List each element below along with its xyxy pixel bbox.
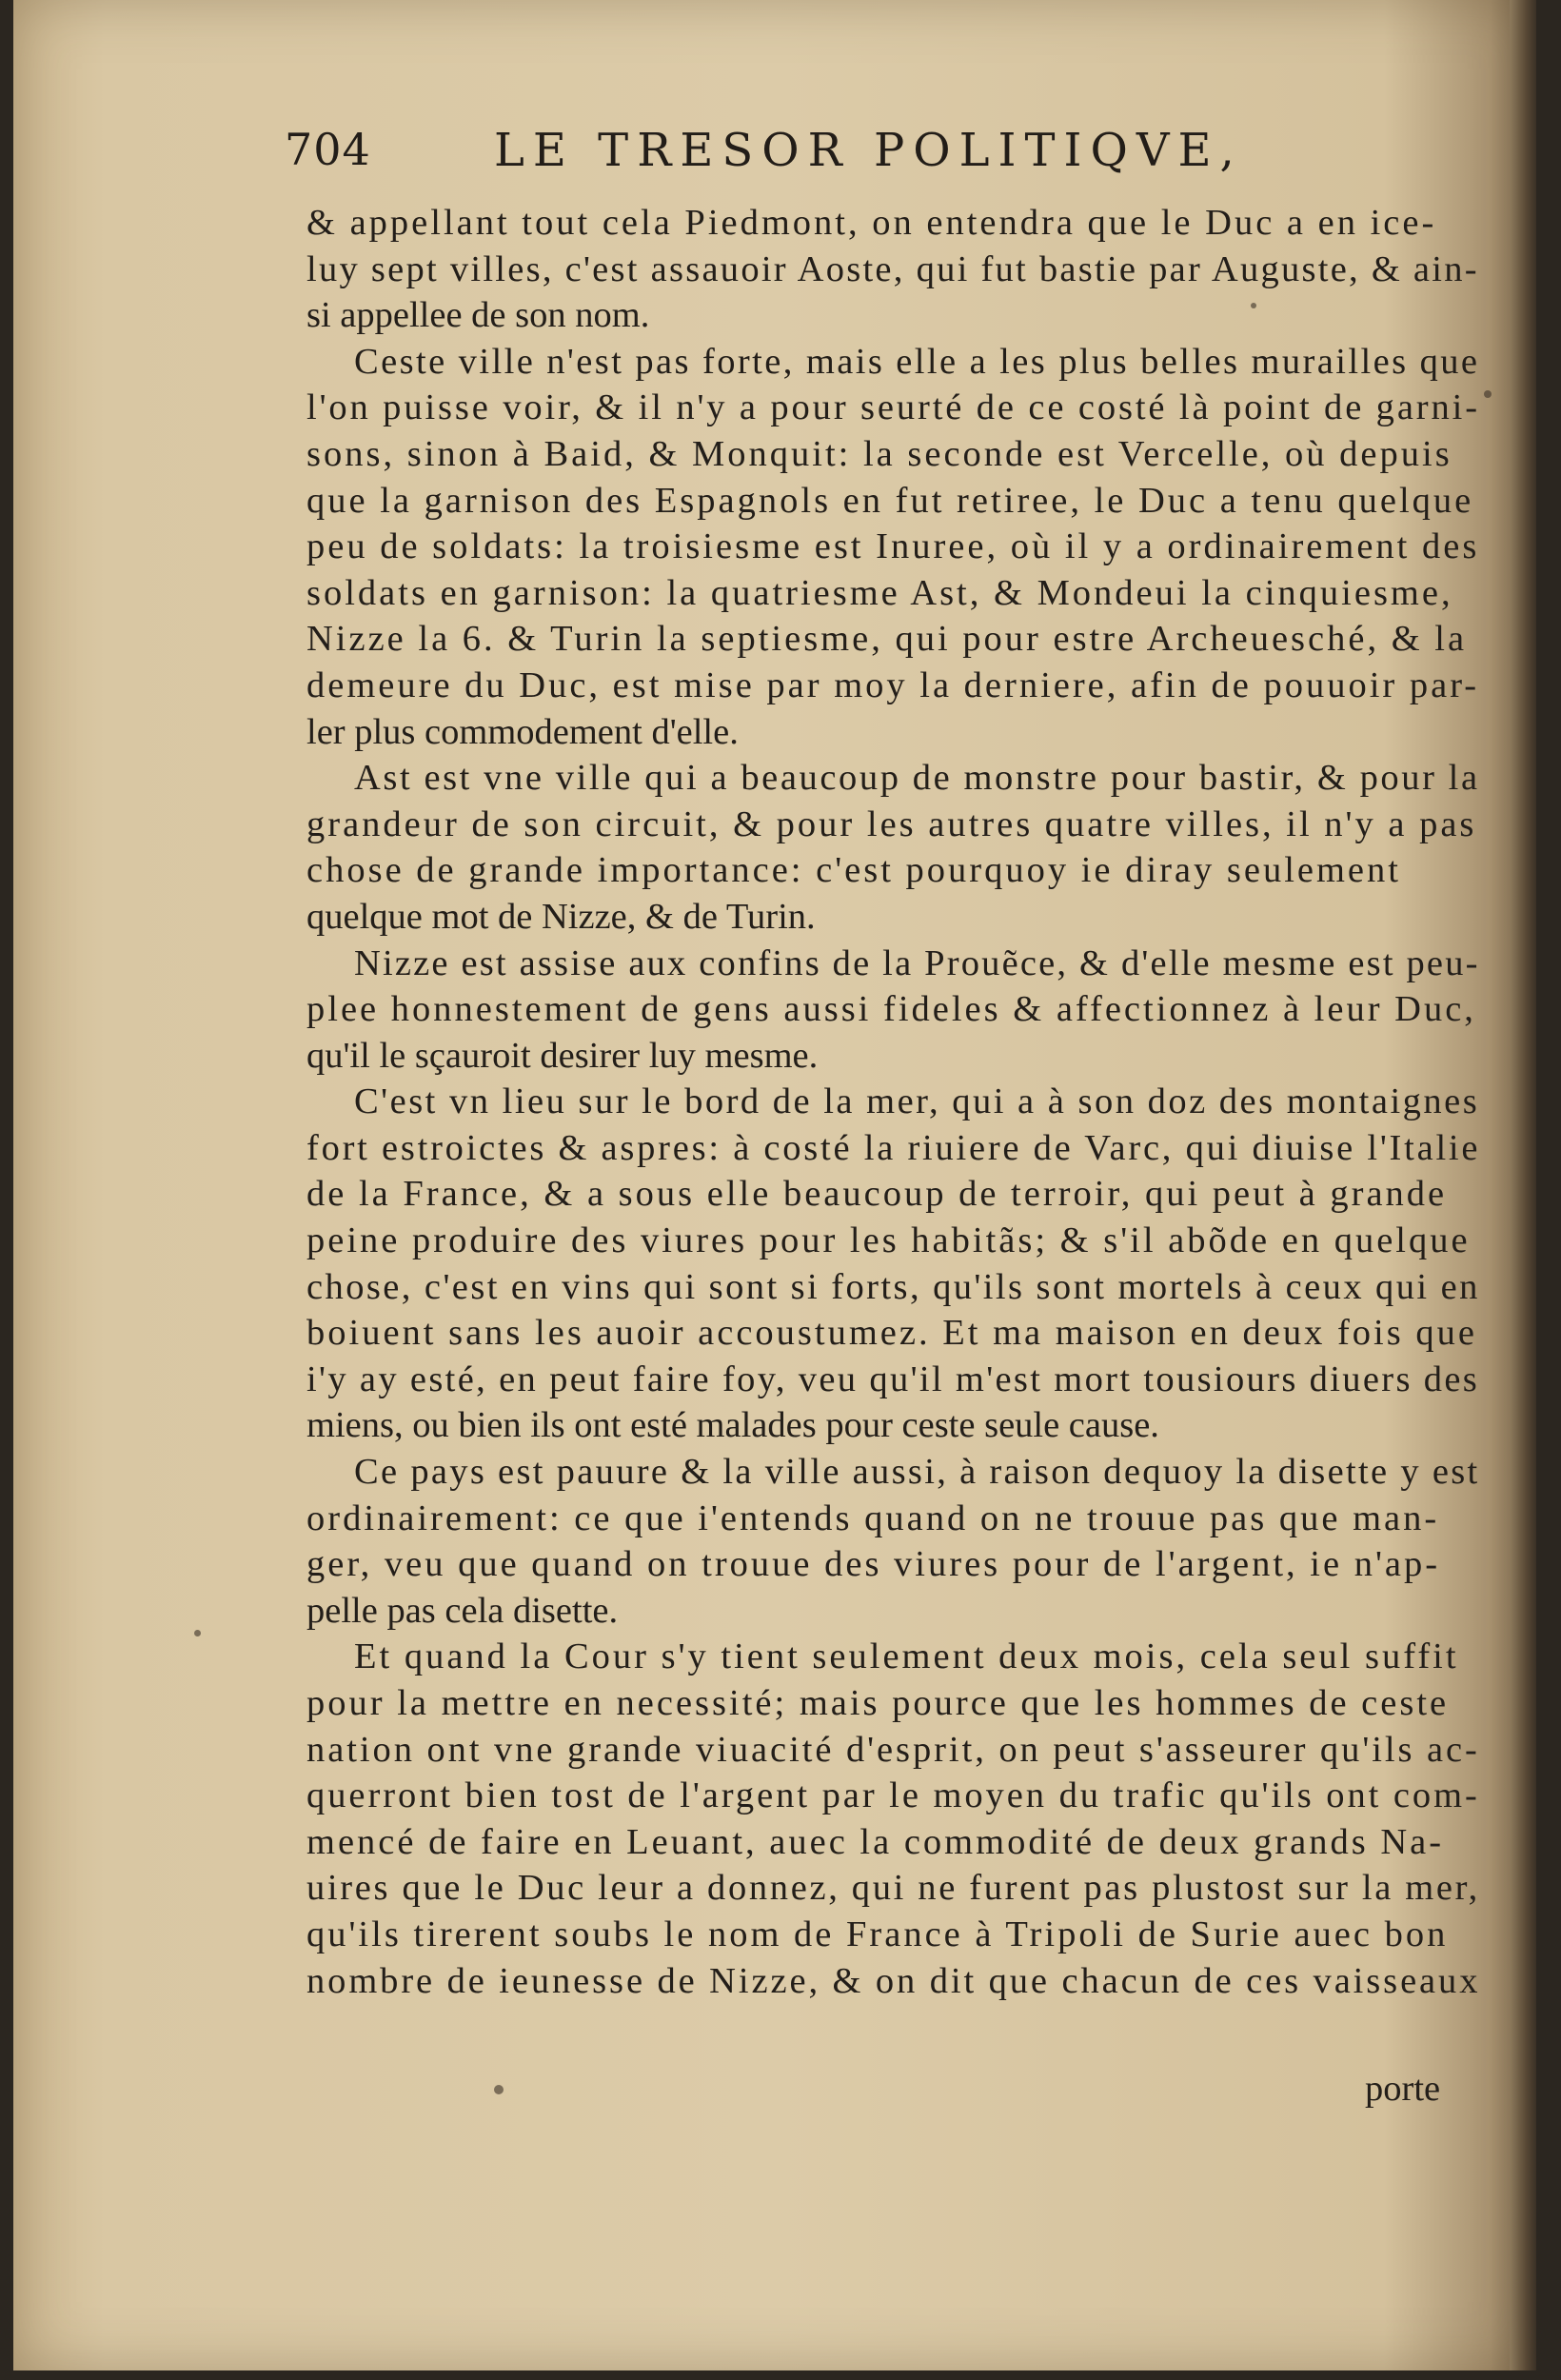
text-line: de la France, & a sous elle beaucoup de terroir, qui peut à grande: [306, 1174, 1448, 1215]
text-line: plee honnestement de gens aussi fideles & affectionnez à leur Duc,: [306, 989, 1476, 1030]
running-title: LE TRESOR POLITIQVE,: [494, 124, 1243, 177]
page-number: 704: [285, 124, 371, 175]
text-line: fort estroictes & aspres: à costé la riuiere de Varc, qui diuise l'Italie: [306, 1127, 1481, 1168]
text-line: que la garnison des Espagnols en fut retiree, le Duc a tenu quelque: [306, 480, 1474, 521]
text-line: chose de grande importance: c'est pourquoy ie diray seulement: [306, 850, 1401, 891]
text-line: Nizze est assise aux confins de la Prouẽce, & d'elle mesme est peu-: [354, 942, 1480, 983]
text-line: si appellee de son nom.: [306, 295, 650, 336]
text-line: quelque mot de Nizze, & de Turin.: [306, 896, 816, 937]
text-line: & appellant tout cela Piedmont, on entendra que le Duc a en ice-: [306, 203, 1437, 243]
body-text: [306, 200, 1481, 2004]
ink-speck: [1484, 390, 1492, 398]
text-line: Ceste ville n'est pas forte, mais elle a les plus belles murailles que: [354, 341, 1480, 382]
text-line: querront bien tost de l'argent par le moyen du trafic qu'ils ont com-: [306, 1775, 1480, 1816]
text-line: miens, ou bien ils ont esté malades pour ceste seule cause.: [306, 1405, 1159, 1446]
text-line: luy sept villes, c'est assauoir Aoste, qui fut bastie par Auguste, & ain-: [306, 248, 1479, 289]
text-line: sons, sinon à Baid, & Monquit: la seconde est Vercelle, où depuis: [306, 433, 1452, 474]
text-line: soldats en garnison: la quatriesme Ast, & Mondeui la cinquiesme,: [306, 572, 1453, 613]
text-line: Ast est vne ville qui a beaucoup de monstre pour bastir, & pour la: [354, 758, 1480, 799]
text-line: ordinairement: ce que i'entends quand on ne trouue pas que man-: [306, 1497, 1440, 1538]
page-header: [285, 124, 1294, 190]
text-line: nombre de ieunesse de Nizze, & on dit que chacun de ces vaisseaux: [306, 1960, 1481, 2001]
text-line: Et quand la Cour s'y tient seulement deux mois, cela seul suffit: [354, 1636, 1459, 1677]
catchword: porte: [1365, 2069, 1441, 2109]
book-page: [13, 0, 1536, 2370]
text-line: qu'ils tirerent soubs le nom de France à Tripoli de Surie auec bon: [306, 1914, 1449, 1954]
text-line: mencé de faire en Leuant, auec la commodité de deux grands Na-: [306, 1821, 1445, 1862]
text-line: peine produire des viures pour les habitãs; & s'il abõde en quelque: [306, 1220, 1471, 1261]
text-line: chose, c'est en vins qui sont si forts, qu'ils sont mortels à ceux qui en: [306, 1266, 1480, 1307]
ink-speck: [494, 2085, 504, 2094]
text-line: demeure du Duc, est mise par moy la derniere, afin de pouuoir par-: [306, 664, 1480, 705]
text-line: uires que le Duc leur a donnez, qui ne furent pas plustost sur la mer,: [306, 1868, 1480, 1909]
text-line: Nizze la 6. & Turin la septiesme, qui pour estre Archeuesché, & la: [306, 619, 1468, 660]
text-line: ger, veu que quand on trouue des viures pour de l'argent, ie n'ap-: [306, 1544, 1441, 1585]
text-line: l'on puisse voir, & il n'y a pour seurté de ce costé là point de garni-: [306, 387, 1480, 428]
ink-speck: [194, 1630, 201, 1636]
text-line: pelle pas cela disette.: [306, 1590, 619, 1631]
text-line: ler plus commodement d'elle.: [306, 711, 739, 752]
text-line: boiuent sans les auoir accoustumez. Et ma maison en deux fois que: [306, 1313, 1477, 1354]
text-line: nation ont vne grande viuacité d'esprit, on peut s'asseurer qu'ils ac-: [306, 1729, 1480, 1770]
text-line: qu'il le sçauroit desirer luy mesme.: [306, 1035, 819, 1076]
text-line: pour la mettre en necessité; mais pource que les hommes de ceste: [306, 1683, 1450, 1723]
text-line: grandeur de son circuit, & pour les autres quatre villes, il n'y a pas: [306, 803, 1477, 844]
text-line: C'est vn lieu sur le bord de la mer, qui a à son doz des montaignes: [354, 1081, 1480, 1122]
text-line: i'y ay esté, en peut faire foy, veu qu'il m'est mort tousiours diuers des: [306, 1359, 1480, 1399]
page-binding-edge: [1510, 0, 1536, 2370]
ink-speck: [1251, 303, 1256, 308]
text-line: Ce pays est pauure & la ville aussi, à raison dequoy la disette y est: [354, 1452, 1480, 1493]
text-line: peu de soldats: la troisiesme est Inuree, où il y a ordinairement des: [306, 526, 1480, 567]
